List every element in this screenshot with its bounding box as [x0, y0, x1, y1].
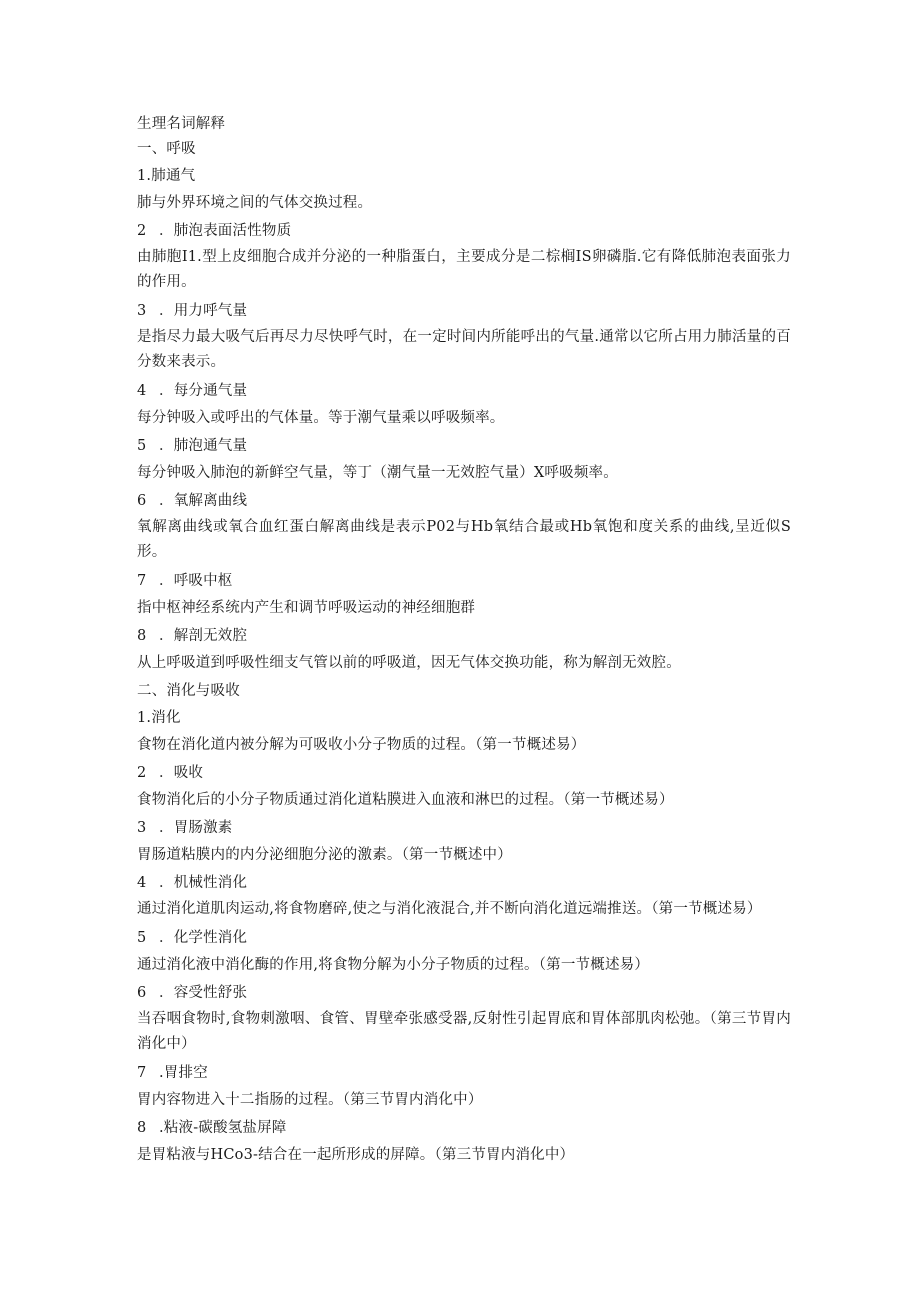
term-number: 8: [137, 1120, 147, 1136]
term-definition: 食物在消化道内被分解为可吸收小分子物质的过程。（第一节概述易）: [137, 737, 586, 753]
term-heading: [137, 1115, 791, 1142]
term-definition: 每分钟吸入或呼出的气体量。等于潮气量乘以呼吸频率。: [137, 410, 505, 426]
term-number: 6: [137, 493, 147, 509]
term-definition: 由肺胞I1.型上皮细胞合成并分泌的一种脂蛋白，主要成分是二棕榈IS卵磷脂.它有降低肺泡表面张力的作用。: [137, 249, 791, 290]
term-definition: 通过消化液中消化酶的作用,将食物分解为小分子物质的过程。（第一节概述易）: [137, 957, 650, 973]
term-heading: [137, 760, 791, 787]
term-title: ．解剖无效腔: [159, 628, 248, 644]
term-definition: 是胃粘液与HCo3-结合在一起所形成的屏障。（第三节胃内消化中）: [137, 1147, 575, 1163]
term-title: ．容受性舒张: [159, 985, 248, 1001]
term-heading: [137, 433, 791, 460]
term-title: ．胃肠激素: [159, 820, 233, 836]
section-heading: 二、消化与吸收: [137, 683, 240, 699]
term-definition: 当吞咽食物时,食物刺激咽、食管、胃壁牵张感受器,反射性引起胃底和胃体部肌肉松弛。（第三节胃内消化中）: [137, 1011, 791, 1052]
term-title: ．呼吸中枢: [159, 573, 233, 589]
term-definition: 肺与外界环境之间的气体交换过程。: [137, 195, 373, 211]
term-title: .粘液-碳酸氢盐屏障: [159, 1120, 287, 1136]
term-heading: [137, 623, 791, 650]
term-definition: 胃肠道粘膜内的内分泌细胞分泌的激素。（第一节概述中）: [137, 847, 512, 863]
term-definition: 胃内容物进入十二指肠的过程。（第三节胃内消化中）: [137, 1092, 483, 1108]
term-title: 消化: [151, 710, 181, 726]
term-definition: 是指尽力最大吸气后再尽力尽快呼气时，在一定时间内所能呼出的气量.通常以它所占用力肺活量的百分数来表示。: [137, 329, 791, 370]
term-number: 3: [137, 820, 147, 836]
term-heading: [137, 218, 791, 245]
term-number: 2: [137, 223, 147, 239]
term-number: 7: [137, 573, 147, 589]
term-title: ．肺泡表面活性物质: [159, 223, 292, 239]
term-number: 5: [137, 930, 147, 946]
term-definition: 从上呼吸道到呼吸性细支气管以前的呼吸道，因无气体交换功能，称为解剖无效腔。: [137, 655, 681, 671]
term-definition: 通过消化道肌肉运动,将食物磨碎,使之与消化液混合,并不断向消化道远端推送。（第一节概述易）: [137, 901, 762, 917]
term-number: 1.: [137, 710, 152, 726]
term-heading: [137, 1060, 791, 1087]
term-heading: [137, 705, 791, 732]
term-title: ．机械性消化: [159, 875, 248, 891]
term-heading: [137, 568, 791, 595]
term-heading: [137, 488, 791, 515]
term-definition: 每分钟吸入肺泡的新鲜空气量，等丁（潮气量一无效腔气量）X呼吸频率。: [137, 465, 618, 481]
term-number: 3: [137, 303, 147, 319]
term-definition: 指中枢神经系统内产生和调节呼吸运动的神经细胞群: [137, 600, 476, 616]
term-number: 2: [137, 765, 147, 781]
page-title: 生理名词解释: [137, 116, 226, 132]
term-heading: [137, 163, 791, 190]
term-title: ．化学性消化: [159, 930, 248, 946]
term-title: 肺通气: [151, 168, 196, 184]
term-title: ．吸收: [159, 765, 204, 781]
term-title: ．用力呼气量: [159, 303, 248, 319]
term-heading: [137, 980, 791, 1007]
term-definition: 氧解离曲线或氧合血红蛋白解离曲线是表示P02与Hb氧结合最或Hb氧饱和度关系的曲线,呈近似S形。: [137, 519, 791, 560]
term-number: 1.: [137, 168, 152, 184]
term-definition: 食物消化后的小分子物质通过消化道粘膜进入血液和淋巴的过程。（第一节概述易）: [137, 792, 674, 808]
term-number: 4: [137, 875, 147, 891]
term-heading: [137, 298, 791, 325]
term-heading: [137, 870, 791, 897]
term-title: ．肺泡通气量: [159, 438, 248, 454]
term-title: .胃排空: [159, 1065, 208, 1081]
term-number: 4: [137, 383, 147, 399]
term-heading: [137, 925, 791, 952]
term-number: 7: [137, 1065, 147, 1081]
section-heading: 一、呼吸: [137, 141, 196, 157]
term-title: ．每分通气量: [159, 383, 248, 399]
term-heading: [137, 378, 791, 405]
term-number: 6: [137, 985, 147, 1001]
term-heading: [137, 815, 791, 842]
term-title: ．氧解离曲线: [159, 493, 248, 509]
term-number: 5: [137, 438, 147, 454]
term-number: 8: [137, 628, 147, 644]
document-body: [137, 112, 791, 1170]
